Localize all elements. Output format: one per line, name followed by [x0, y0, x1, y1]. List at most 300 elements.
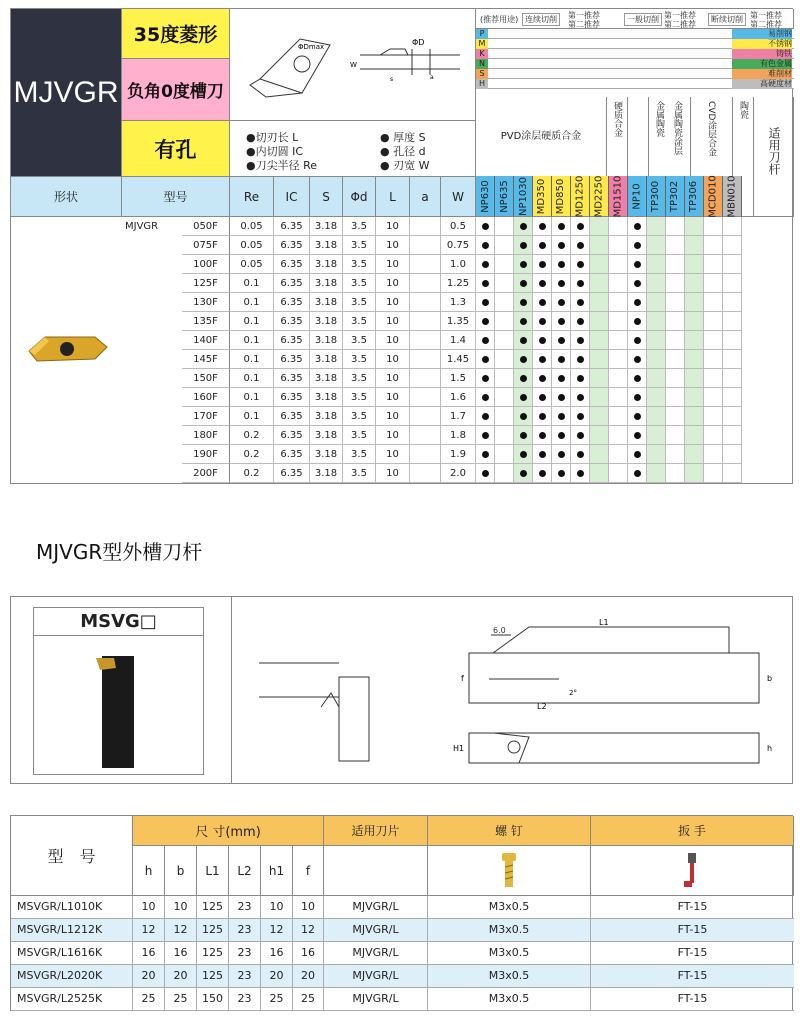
row-code: 075F — [182, 236, 230, 255]
row-cell: 0.1 — [230, 407, 274, 426]
grade-cell — [609, 369, 628, 388]
grade-cell — [609, 217, 628, 236]
availability-dot — [520, 261, 527, 268]
grade-np1030: NP1030 — [514, 176, 533, 217]
grade-cell — [723, 464, 742, 483]
grade-cell — [495, 369, 514, 388]
grade-cell — [647, 407, 666, 426]
row-cell: 3.18 — [310, 274, 343, 293]
row-cell: 0.1 — [230, 312, 274, 331]
availability-dot — [577, 356, 584, 363]
usage-second-1: 第二推荐 — [568, 20, 600, 29]
usage-second-2: 第二推荐 — [664, 20, 696, 29]
availability-dot — [558, 261, 565, 268]
availability-dot — [539, 356, 546, 363]
grade-cell — [590, 369, 609, 388]
grade-cell — [666, 464, 685, 483]
grade-cell — [723, 274, 742, 293]
row-cell — [410, 255, 441, 274]
holder-model: MSVGR/L1010K — [11, 896, 133, 918]
grade-cell — [590, 388, 609, 407]
wrench-image — [591, 846, 794, 896]
holder-dim: 20 — [165, 965, 197, 987]
availability-dot — [558, 470, 565, 477]
row-cell: 6.35 — [274, 255, 310, 274]
iso-desc: 有色金属 — [732, 59, 792, 69]
holder-drawing-panel — [10, 596, 793, 784]
holder-dim: 20 — [293, 965, 324, 987]
holder-dim: 125 — [197, 965, 229, 987]
availability-dot — [520, 280, 527, 287]
row-cell: 0.1 — [230, 331, 274, 350]
availability-dot — [520, 318, 527, 325]
row-code: 135F — [182, 312, 230, 331]
grade-cell — [590, 464, 609, 483]
row-cell: 3.5 — [343, 293, 376, 312]
row-cell: 3.5 — [343, 255, 376, 274]
availability-dot — [558, 223, 565, 230]
row-cell — [410, 217, 441, 236]
grade-cell — [666, 407, 685, 426]
grade-cell — [723, 293, 742, 312]
availability-dot — [577, 413, 584, 420]
availability-dot — [558, 318, 565, 325]
grade-cell — [723, 255, 742, 274]
grade-md1250: MD1250 — [571, 176, 590, 217]
grade-cell — [704, 369, 723, 388]
availability-dot — [634, 413, 641, 420]
usage-label: (推荐用途) — [480, 15, 519, 24]
table-row — [122, 350, 794, 369]
availability-dot — [539, 318, 546, 325]
grade-cell — [609, 293, 628, 312]
holder-dim: 12 — [133, 919, 165, 941]
availability-dot — [634, 261, 641, 268]
group-cvd: CVD涂层合金 — [691, 97, 733, 217]
grade-cell — [495, 312, 514, 331]
iso-desc: 铸铁 — [732, 49, 792, 59]
diagram-d-label: ΦD — [412, 38, 425, 47]
row-cell: 6.35 — [274, 350, 310, 369]
screw-image — [428, 846, 591, 896]
row-cell: 6.35 — [274, 388, 310, 407]
row-cell: 0.05 — [230, 236, 274, 255]
col-l: L — [376, 177, 410, 217]
grade-tp306: TP306 — [685, 176, 704, 217]
row-cell — [410, 274, 441, 293]
holder-dim: 23 — [229, 919, 261, 941]
table-row — [122, 255, 794, 274]
wrench-icon — [680, 851, 704, 891]
dim-h1-label: H1 — [453, 744, 465, 753]
row-cell: 6.35 — [274, 312, 310, 331]
grade-cell — [647, 331, 666, 350]
table-row — [122, 331, 794, 350]
row-cell: 3.18 — [310, 255, 343, 274]
dim-l1-label: L1 — [599, 618, 609, 627]
holder-dim: 12 — [165, 919, 197, 941]
grade-cell — [590, 350, 609, 369]
holder-screw: M3x0.5 — [428, 919, 591, 941]
holder-name: MSVG□ — [34, 608, 203, 636]
availability-dot — [539, 242, 546, 249]
row-cell: 1.6 — [441, 388, 476, 407]
row-cell: 10 — [376, 274, 410, 293]
holder-dim: 25 — [293, 988, 324, 1010]
grade-cell — [666, 331, 685, 350]
bh-dim-h: h — [133, 846, 165, 896]
holder-wrench: FT-15 — [677, 923, 708, 936]
grade-cell — [590, 236, 609, 255]
row-code: 050F — [182, 217, 230, 236]
row-cell: 3.18 — [310, 388, 343, 407]
table-row — [122, 426, 794, 445]
row-cell: 1.5 — [441, 369, 476, 388]
grade-cell — [666, 350, 685, 369]
row-cell: 0.1 — [230, 293, 274, 312]
row-cell: 10 — [376, 388, 410, 407]
availability-dot — [539, 451, 546, 458]
grade-cell — [495, 293, 514, 312]
holder-dim: 10 — [165, 896, 197, 918]
col-w: W — [441, 177, 476, 217]
row-cell: 1.0 — [441, 255, 476, 274]
grade-cell — [590, 407, 609, 426]
row-code: 170F — [182, 407, 230, 426]
row-cell — [410, 464, 441, 483]
grade-cell — [666, 388, 685, 407]
row-code: 160F — [182, 388, 230, 407]
availability-dot — [634, 242, 641, 249]
row-cell: 0.2 — [230, 426, 274, 445]
grade-cell — [704, 350, 723, 369]
grade-cell — [723, 350, 742, 369]
row-cell: 3.5 — [343, 350, 376, 369]
grade-cell — [685, 388, 704, 407]
group-pvd: PVD涂层硬质合金 — [476, 97, 607, 217]
grade-np635: NP635 — [495, 176, 514, 217]
holder-insert: MJVGR/L — [324, 965, 428, 987]
col-model: 型号 — [122, 177, 230, 217]
holder-dim: 25 — [133, 988, 165, 1010]
grade-cell — [495, 407, 514, 426]
iso-desc: 易削钢 — [732, 29, 792, 39]
availability-dot — [558, 337, 565, 344]
grade-cell — [685, 350, 704, 369]
grade-cell — [647, 236, 666, 255]
availability-dot — [558, 242, 565, 249]
grade-cell — [609, 312, 628, 331]
holder-dim: 23 — [229, 896, 261, 918]
row-cell — [410, 331, 441, 350]
availability-dot — [577, 375, 584, 382]
holder-wrench: FT-15 — [677, 946, 708, 959]
availability-dot — [634, 432, 641, 439]
grade-cell — [685, 407, 704, 426]
row-cell: 3.5 — [343, 236, 376, 255]
row-cell: 3.18 — [310, 236, 343, 255]
holder-photo — [34, 636, 205, 774]
holder-insert: MJVGR/L — [324, 896, 428, 918]
row-cell: 3.18 — [310, 293, 343, 312]
iso-code: H — [476, 79, 488, 89]
grade-cell — [590, 255, 609, 274]
row-cell: 3.5 — [343, 445, 376, 464]
availability-dot — [634, 451, 641, 458]
diagram-dmax-label: ΦDmax — [298, 43, 325, 51]
availability-dot — [539, 280, 546, 287]
dim-h-label: h — [767, 744, 773, 753]
holder-photo-box — [33, 607, 204, 775]
row-cell: 3.18 — [310, 331, 343, 350]
insert-diagram — [230, 9, 476, 121]
iso-code: P — [476, 29, 488, 39]
grade-cell — [666, 255, 685, 274]
availability-dot — [634, 280, 641, 287]
grade-np630: NP630 — [476, 176, 495, 217]
grade-cell — [704, 274, 723, 293]
row-cell: 0.2 — [230, 445, 274, 464]
availability-dot — [520, 470, 527, 477]
grade-cell — [685, 369, 704, 388]
row-cell: 10 — [376, 312, 410, 331]
grade-cell — [590, 274, 609, 293]
grade-cell — [590, 445, 609, 464]
grade-cell — [609, 236, 628, 255]
holder-model: MSVGR/L1616K — [11, 942, 133, 964]
grade-tp302: TP302 — [666, 176, 685, 217]
grade-cell — [495, 388, 514, 407]
row-cell — [410, 350, 441, 369]
row-cell: 6.35 — [274, 369, 310, 388]
grade-cell — [666, 217, 685, 236]
availability-dot — [577, 451, 584, 458]
row-cell: 3.5 — [343, 217, 376, 236]
grade-mcd010: MCD010 — [704, 176, 723, 217]
availability-dot — [482, 356, 489, 363]
usage-first-1: 第一推荐 — [568, 11, 600, 20]
col-ic: IC — [274, 177, 310, 217]
holder-dim: 16 — [261, 942, 293, 964]
row-cell: 10 — [376, 236, 410, 255]
row-cell: 1.45 — [441, 350, 476, 369]
row-cell: 1.4 — [441, 331, 476, 350]
table-row — [122, 445, 794, 464]
spec-l: ●切刃长 L — [246, 131, 299, 144]
table-row — [122, 217, 794, 236]
grade-np10: NP10 — [628, 176, 647, 217]
row-code: 130F — [182, 293, 230, 312]
availability-dot — [558, 451, 565, 458]
row-code: 100F — [182, 255, 230, 274]
bh-dim-h1: h1 — [261, 846, 293, 896]
row-cell: 10 — [376, 255, 410, 274]
row-cell: 6.35 — [274, 331, 310, 350]
grade-cell — [704, 293, 723, 312]
grade-cell — [609, 407, 628, 426]
grade-cell — [609, 274, 628, 293]
availability-dot — [634, 394, 641, 401]
holder-dim: 125 — [197, 919, 229, 941]
grade-md350: MD350 — [533, 176, 552, 217]
holder-insert: MJVGR/L — [324, 919, 428, 941]
row-cell: 3.5 — [343, 331, 376, 350]
row-cell: 0.2 — [230, 464, 274, 483]
usage-first-2: 第一推荐 — [664, 11, 696, 20]
holder-spec-table — [10, 815, 793, 1011]
usage-second-3: 第二推荐 — [750, 20, 782, 29]
holder-insert: MJVGR/L — [324, 942, 428, 964]
iso-row-S — [476, 69, 794, 79]
grade-cell — [723, 388, 742, 407]
availability-dot — [520, 451, 527, 458]
grade-cell — [495, 236, 514, 255]
row-cell: 0.05 — [230, 217, 274, 236]
availability-dot — [520, 242, 527, 249]
grade-cell — [685, 331, 704, 350]
dim-angle-label: 2° — [569, 689, 577, 697]
tile-shape: 35度菱形 — [122, 9, 230, 59]
bh-dims: 尺 寸(mm) — [133, 816, 324, 846]
row-cell — [410, 293, 441, 312]
availability-dot — [634, 299, 641, 306]
holder-row — [11, 988, 794, 1011]
row-cell: 3.18 — [310, 464, 343, 483]
availability-dot — [577, 337, 584, 344]
row-cell: 3.5 — [343, 407, 376, 426]
holder-dim: 25 — [165, 988, 197, 1010]
usage-general: 一般切削 — [624, 13, 662, 26]
availability-dot — [482, 223, 489, 230]
row-cell: 10 — [376, 407, 410, 426]
holder-screw: M3x0.5 — [428, 896, 591, 918]
row-cell: 3.18 — [310, 407, 343, 426]
spec-s: ● 厚度 S — [380, 131, 426, 144]
availability-dot — [577, 280, 584, 287]
holder-technical-drawing — [239, 597, 789, 783]
row-cell: 6.35 — [274, 445, 310, 464]
holder-dim: 23 — [229, 942, 261, 964]
availability-dot — [520, 413, 527, 420]
grade-cell — [685, 236, 704, 255]
availability-dot — [634, 375, 641, 382]
group-holder: 适用刀杆 — [754, 97, 794, 217]
diagram-w-label: W — [350, 61, 357, 69]
grade-cell — [609, 464, 628, 483]
availability-dot — [482, 261, 489, 268]
availability-dot — [558, 280, 565, 287]
grade-cell — [666, 445, 685, 464]
availability-dot — [520, 223, 527, 230]
holder-model: MSVGR/L2525K — [11, 988, 133, 1010]
row-cell: 3.18 — [310, 217, 343, 236]
availability-dot — [520, 299, 527, 306]
iso-desc: 不锈钢 — [732, 39, 792, 49]
insert-geometry-drawing — [230, 9, 476, 121]
row-cell — [410, 426, 441, 445]
availability-dot — [539, 413, 546, 420]
availability-dot — [634, 223, 641, 230]
holder-section-title: MJVGR型外槽刀杆 — [36, 540, 203, 564]
row-cell: 1.7 — [441, 407, 476, 426]
availability-dot — [558, 375, 565, 382]
row-cell: 3.5 — [343, 426, 376, 445]
availability-dot — [520, 432, 527, 439]
grade-cell — [647, 293, 666, 312]
iso-row-H — [476, 79, 794, 89]
row-cell: 3.18 — [310, 350, 343, 369]
grade-cell — [704, 236, 723, 255]
col-s: S — [310, 177, 343, 217]
availability-dot — [577, 299, 584, 306]
table-row — [122, 293, 794, 312]
grade-cell — [704, 388, 723, 407]
row-cell: 0.75 — [441, 236, 476, 255]
group-carbide: 硬质合金 — [607, 97, 628, 217]
availability-dot — [482, 413, 489, 420]
holder-wrench: FT-15 — [677, 992, 708, 1005]
row-cell — [410, 369, 441, 388]
grade-cell — [685, 464, 704, 483]
grade-cell — [647, 464, 666, 483]
holder-wrench: FT-15 — [677, 969, 708, 982]
availability-dot — [558, 299, 565, 306]
row-cell — [410, 236, 441, 255]
availability-dot — [539, 394, 546, 401]
row-code: 125F — [182, 274, 230, 293]
grade-cell — [590, 426, 609, 445]
grade-cell — [609, 331, 628, 350]
row-cell: 0.1 — [230, 350, 274, 369]
grade-cell — [685, 426, 704, 445]
row-cell: 10 — [376, 369, 410, 388]
row-cell: 6.35 — [274, 217, 310, 236]
grade-md2250: MD2250 — [590, 176, 609, 217]
holder-dim: 10 — [261, 896, 293, 918]
iso-row-N — [476, 59, 794, 69]
row-cell: 6.35 — [274, 407, 310, 426]
col-φd: Φd — [343, 177, 376, 217]
availability-dot — [539, 261, 546, 268]
holder-dim: 10 — [293, 896, 324, 918]
grade-cell — [723, 445, 742, 464]
grade-cell — [666, 293, 685, 312]
holder-row — [11, 965, 794, 988]
table-row — [122, 312, 794, 331]
row-cell: 2.0 — [441, 464, 476, 483]
availability-dot — [520, 337, 527, 344]
availability-dot — [482, 470, 489, 477]
holder-wrench: FT-15 — [677, 900, 708, 913]
series-brand-block: MJVGR — [11, 9, 122, 177]
grade-cell — [495, 217, 514, 236]
spec-re: ●刀尖半径 Re — [246, 159, 318, 172]
grade-cell — [590, 293, 609, 312]
availability-dot — [558, 432, 565, 439]
holder-dim: 20 — [133, 965, 165, 987]
usage-first-3: 第一推荐 — [750, 11, 782, 20]
grade-cell — [666, 369, 685, 388]
spec-legend — [230, 121, 476, 177]
grade-cell — [723, 407, 742, 426]
availability-dot — [558, 394, 565, 401]
availability-dot — [520, 394, 527, 401]
availability-dot — [539, 432, 546, 439]
table-row — [122, 388, 794, 407]
grade-cell — [704, 407, 723, 426]
grade-cell — [647, 426, 666, 445]
row-cell: 0.1 — [230, 274, 274, 293]
